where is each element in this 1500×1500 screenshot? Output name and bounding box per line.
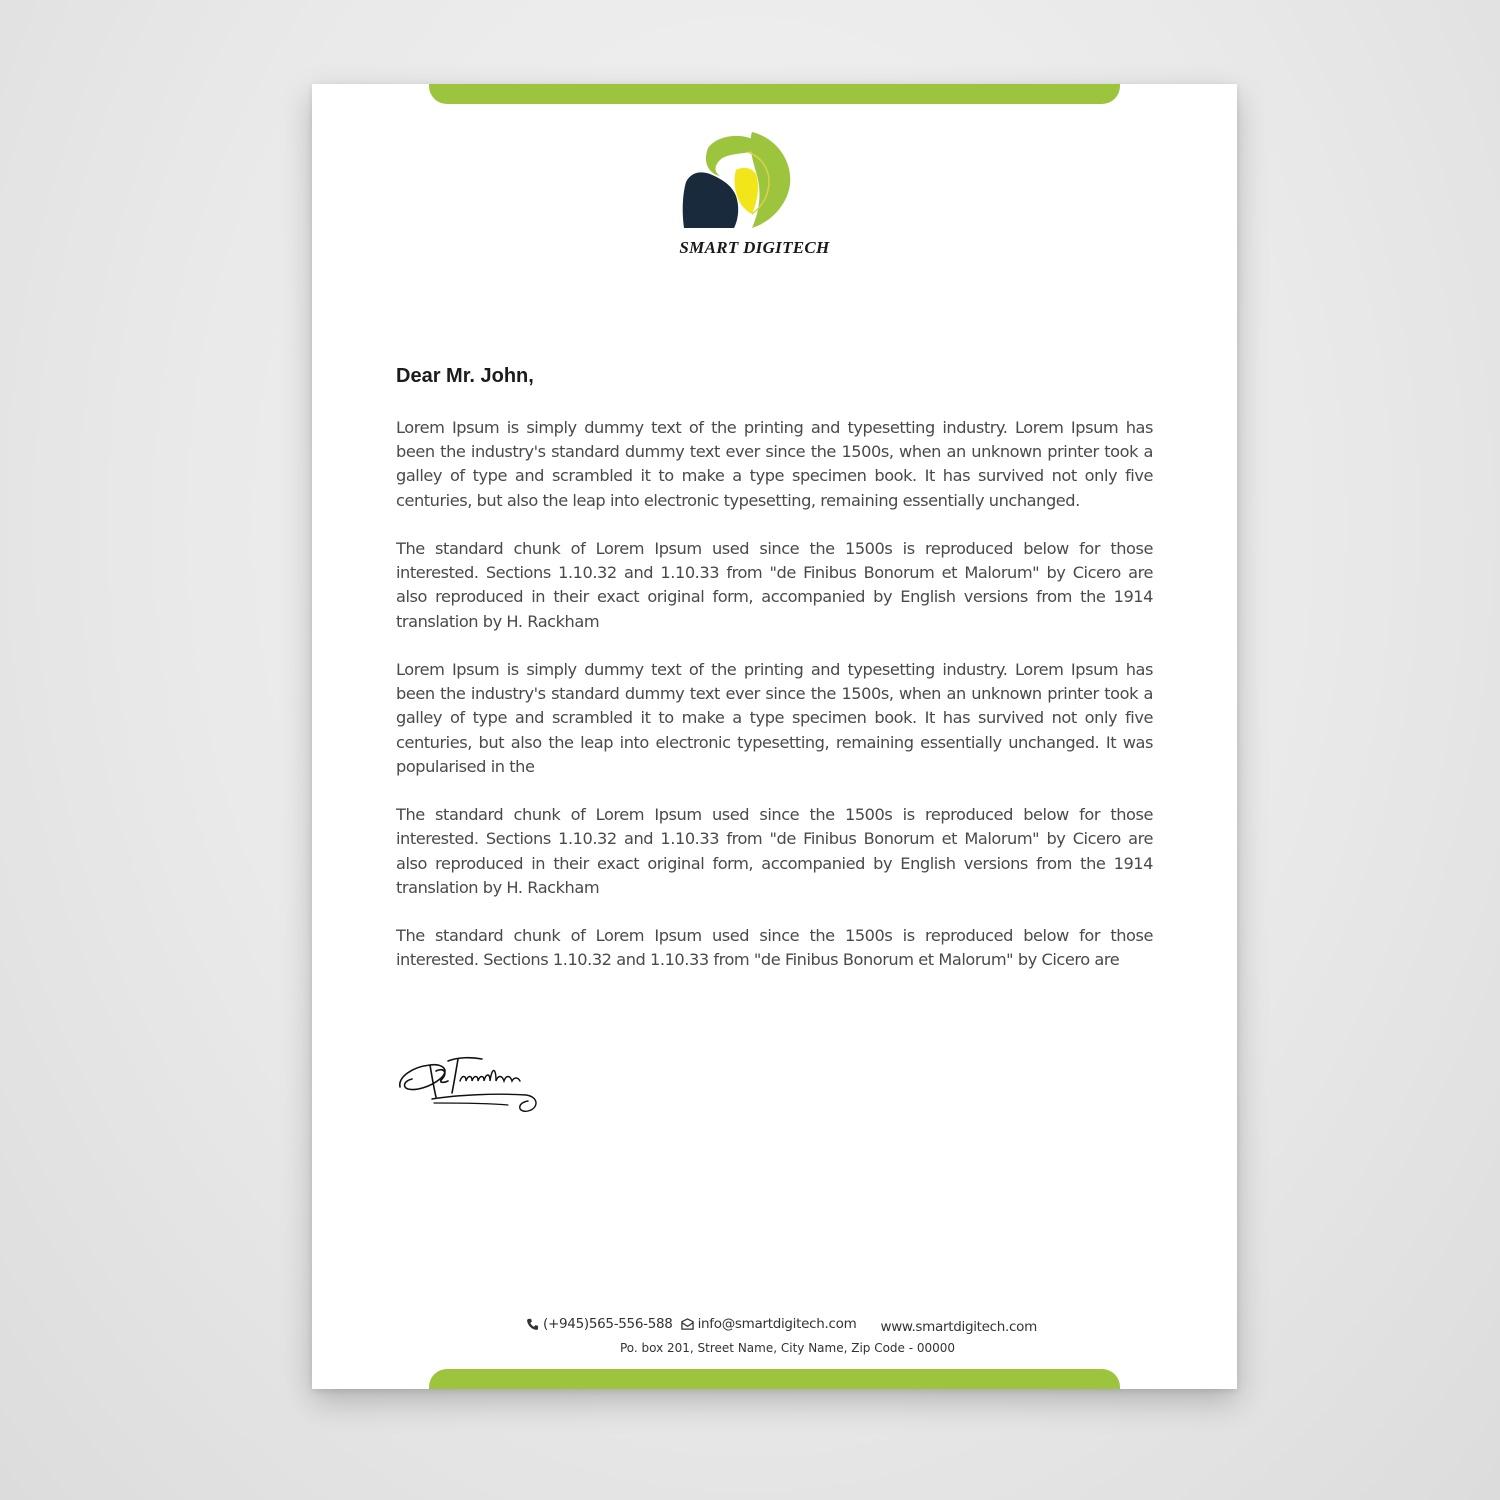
contact-line — [312, 1316, 1237, 1335]
contact-email — [681, 1316, 857, 1332]
sd-monogram-logo-icon — [680, 130, 800, 232]
postal-address: Po. box 201, Street Name, City Name, Zip Code - 00000 — [619, 1340, 956, 1355]
contact-phone — [526, 1316, 673, 1332]
letter-body — [396, 416, 1153, 997]
letter-paragraph: The standard chunk of Lorem Ipsum used since the 1500s is reproduced below for those interested. Sections 1.10.32 and 1.10.33 from "de Finibus Bonorum et Malorum" by Cicero are also reproduced in their exact original form, accompanied by English versions from the 1914 translation by H. Rackham — [396, 805, 1153, 897]
email-address: info@smartdigitech.com — [697, 1316, 857, 1332]
letter-paragraph: Lorem Ipsum is simply dummy text of the printing and typesetting industry. Lorem Ipsum has been the industry's standard dummy text ever since the 1500s, when an unknown printer took a galley of type and scrambled it to make a type specimen book. It has survived not only five centuries, but also the leap into electronic typesetting, remaining essentially unchanged. It was popularised in the — [396, 660, 1153, 776]
letter-paragraph: The standard chunk of Lorem Ipsum used since the 1500s is reproduced below for those interested. Sections 1.10.32 and 1.10.33 from "de Finibus Bonorum et Malorum" by Cicero are also reproduced in their exact original form, accompanied by English versions from the 1914 translation by H. Rackham — [396, 539, 1153, 631]
envelope-icon — [681, 1318, 694, 1331]
letter-paragraph: The standard chunk of Lorem Ipsum used since the 1500s is reproduced below for those interested. Sections 1.10.32 and 1.10.33 from "de Finibus Bonorum et Malorum" by Cicero are — [396, 926, 1153, 970]
website-url: www.smartdigitech.com — [880, 1318, 1037, 1335]
handwritten-signature-icon — [396, 1047, 546, 1122]
letter-greeting: Dear Mr. John, — [396, 365, 534, 387]
signature — [396, 1047, 546, 1122]
letterhead-sheet — [312, 84, 1237, 1389]
letter-paragraph: Lorem Ipsum is simply dummy text of the printing and typesetting industry. Lorem Ipsum has been the industry's standard dummy text ever since the 1500s, when an unknown printer took a galley of type and scrambled it to make a type specimen book. It has survived not only five centuries, but also the leap into electronic typesetting, remaining essentially unchanged. — [396, 418, 1153, 510]
phone-number: (+945)565-556-588 — [543, 1316, 673, 1332]
top-accent-bar — [429, 84, 1120, 104]
letter-footer — [312, 1316, 1237, 1355]
company-name: SMART DIGITECH — [679, 238, 830, 257]
bottom-accent-bar — [429, 1369, 1120, 1389]
phone-icon — [526, 1318, 539, 1331]
company-logo — [677, 130, 857, 265]
